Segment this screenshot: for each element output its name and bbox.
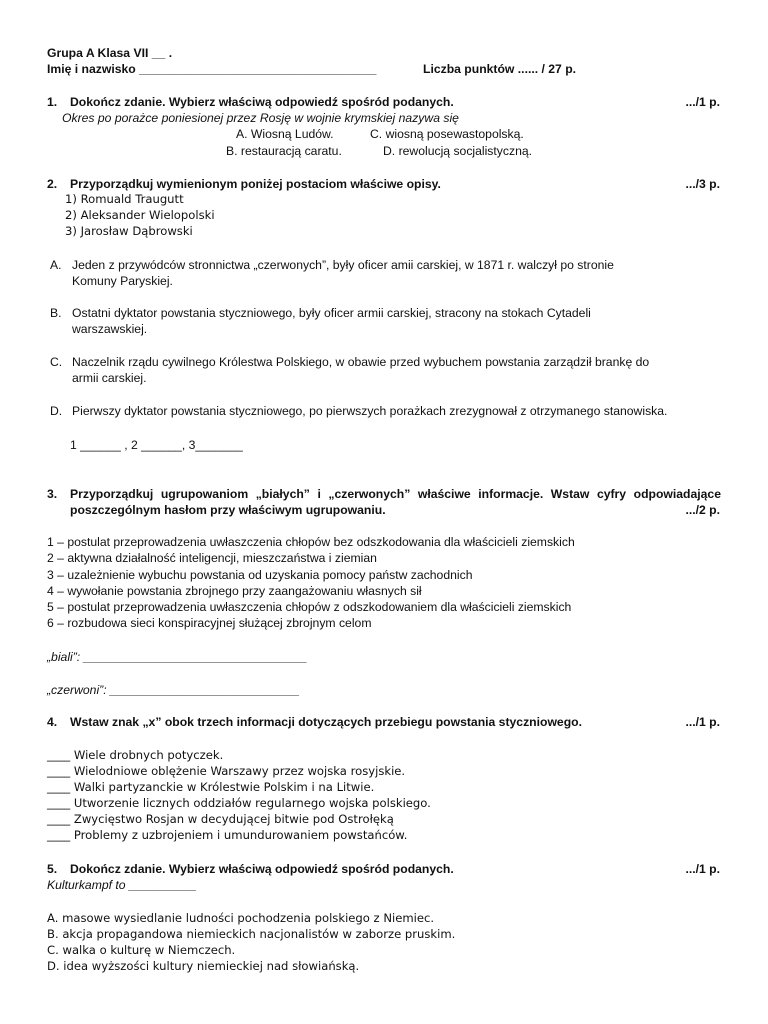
q3-item: 1 – postulat przeprowadzenia uwłaszczenia chłopów bez odszkodowania dla właścicieli ziemskich [47, 535, 575, 549]
q3-item: 2 – aktywna działalność inteligencji, mieszczaństwa i ziemian [47, 551, 377, 565]
q2-answer-line[interactable]: 1 ______ , 2 ______, 3_______ [70, 438, 243, 452]
q4-number: 4. [47, 715, 58, 729]
q1-stem: Okres po porażce poniesionej przez Rosję w wojnie krymskiej nazywa się [62, 111, 459, 125]
q2-desc-letter: A. [50, 258, 62, 272]
q2-desc-text: Pierwszy dyktator powstania styczniowego, po pierwszych porażkach zrezygnował z otrzymanego stanowiska. [72, 404, 668, 418]
q5-option: C. walka o kulturę w Niemczech. [47, 943, 236, 957]
q2-desc-letter: C. [50, 355, 63, 369]
q4-item[interactable]: ____ Problemy z uzbrojeniem i umundurowaniem powstańców. [47, 828, 408, 842]
q2-desc-letter: B. [50, 306, 62, 320]
q3-points: .../2 p. [685, 503, 720, 517]
q3-item: 6 – rozbudowa sieci konspiracyjnej służącej zbrojnym celom [47, 616, 372, 630]
q2-points: .../3 p. [685, 177, 720, 191]
q5-option: A. masowe wysiedlanie ludności pochodzenia polskiego z Niemiec. [47, 911, 435, 925]
q1-option-d: D. rewolucją socjalistyczną. [383, 144, 533, 158]
q1-option-a: A. Wiosną Ludów. [236, 127, 334, 141]
q1-title: Dokończ zdanie. Wybierz właściwą odpowiedź spośród podanych. [70, 95, 454, 109]
q1-number: 1. [47, 95, 58, 109]
q4-item[interactable]: ____ Wiele drobnych potyczek. [47, 748, 224, 762]
q2-desc-text: Ostatni dyktator powstania styczniowego, były oficer armii carskiej, stracony na stokach Cytadeli warszawskiej. [72, 306, 591, 336]
q5-points: .../1 p. [685, 862, 720, 876]
q5-stem[interactable]: Kulturkampf to __________ [47, 878, 197, 892]
q2-person: 3) Jarosław Dąbrowski [65, 224, 193, 238]
q1-points: .../1 p. [685, 95, 720, 109]
name-field: Imię i nazwisko ___________________________________ [47, 62, 377, 76]
q3-item: 4 – wywołanie powstania zbrojnego przy zaangażowaniu własnych sił [47, 584, 422, 598]
q4-item[interactable]: ____ Wielodniowe oblężenie Warszawy przez wojska rosyjskie. [47, 764, 406, 778]
q2-person: 2) Aleksander Wielopolski [65, 208, 215, 222]
header-group: Grupa A Klasa VII __ . [47, 46, 173, 60]
q1-option-b: B. restauracją caratu. [226, 144, 342, 158]
q5-title: Dokończ zdanie. Wybierz właściwą odpowiedź spośród podanych. [70, 862, 454, 876]
q4-item[interactable]: ____ Utworzenie licznych oddziałów regularnego wojska polskiego. [47, 796, 431, 810]
q5-option: B. akcja propagandowa niemieckich nacjonalistów w zaborze pruskim. [47, 927, 456, 941]
q2-number: 2. [47, 177, 58, 191]
q1-option-c: C. wiosną posewastopolską. [370, 127, 524, 141]
q3-czerwoni-field[interactable]: „czerwoni”: ____________________________ [47, 683, 300, 697]
q2-desc-text: Jeden z przywódców stronnictwa „czerwonych”, były oficer amii carskiej, w 1871 r. walczył po stronie Komuny Paryskiej. [72, 258, 614, 288]
q4-title: Wstaw znak „x” obok trzech informacji dotyczących przebiegu powstania styczniowego. [70, 715, 582, 729]
q5-number: 5. [47, 862, 58, 876]
q5-option: D. idea wyższości kultury niemieckiej nad słowiańską. [47, 959, 360, 973]
q4-points: .../1 p. [685, 715, 720, 729]
q2-desc-text: Naczelnik rządu cywilnego Królestwa Polskiego, w obawie przed wybuchem powstania zarządził brankę do armii carskiej. [72, 355, 650, 385]
q2-title: Przyporządkuj wymienionym poniżej postaciom właściwe opisy. [70, 177, 441, 191]
q3-number: 3. [47, 487, 58, 501]
q2-desc-letter: D. [50, 404, 63, 418]
q3-item: 3 – uzależnienie wybuchu powstania od uzyskania pomocy państw zachodnich [47, 568, 473, 582]
q3-item: 5 – postulat przeprowadzenia uwłaszczenia chłopów z odszkodowaniem dla właścicieli ziemskich [47, 600, 572, 614]
q3-biali-field[interactable]: „biali”: _________________________________ [47, 650, 308, 664]
q4-item[interactable]: ____ Zwycięstwo Rosjan w decydującej bitwie pod Ostrołęką [47, 812, 394, 826]
q4-item[interactable]: ____ Walki partyzanckie w Królestwie Polskim i na Litwie. [47, 780, 375, 794]
q2-person: 1) Romuald Traugutt [65, 192, 184, 206]
total-points: Liczba punktów ...... / 27 p. [423, 62, 577, 76]
q3-title: Przyporządkuj ugrupowaniom „białych” i „czerwonych” właściwe informacje. Wstaw cyfry odpowiadające poszczególnym hasłom przy właściwym ugrupowaniu. [70, 487, 721, 517]
